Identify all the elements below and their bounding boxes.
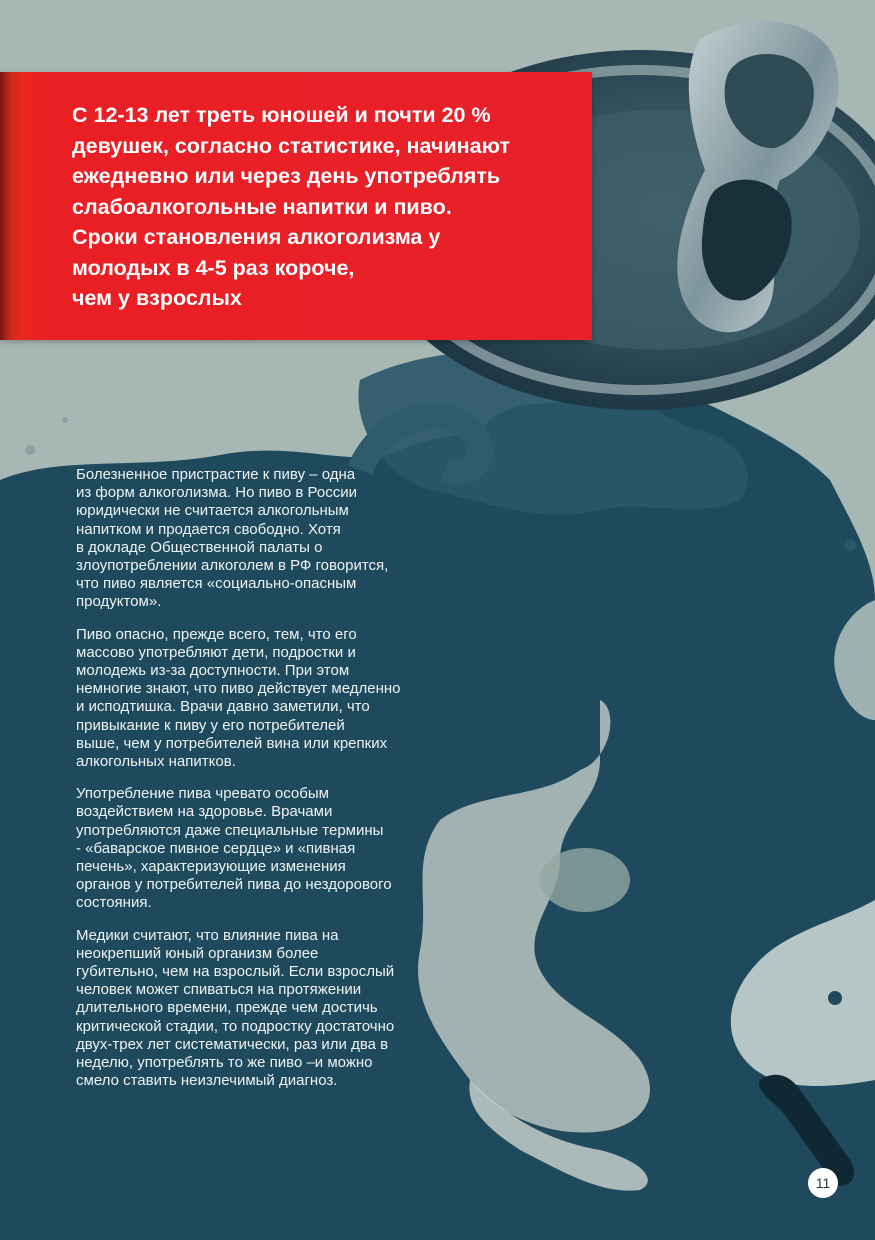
text-line: - «баварское пивное сердце» и «пивная bbox=[76, 839, 356, 857]
text-line: молодежь из-за доступности. При этом bbox=[76, 662, 350, 680]
text-line: злоупотреблении алкоголем в РФ говорится, bbox=[76, 557, 389, 575]
text-line: употребляются даже специальные термины bbox=[76, 821, 384, 839]
text-line: Пиво опасно, прежде всего, тем, что его bbox=[76, 625, 357, 643]
text-line: неделю, употреблять то же пиво –и можно bbox=[76, 1054, 373, 1072]
text-line: Медики считают, что влияние пива на bbox=[76, 926, 339, 944]
text-line: выше, чем у потребителей вина или крепких bbox=[76, 734, 388, 752]
ink-drop bbox=[25, 445, 35, 455]
text-line: юридически не считается алкогольным bbox=[76, 502, 349, 520]
text-line: что пиво является «социально-опасным bbox=[76, 575, 357, 593]
text-line: продуктом». bbox=[76, 593, 162, 611]
text-line: из форм алкоголизма. Но пиво в России bbox=[76, 484, 357, 502]
article-body bbox=[76, 466, 486, 1105]
text-line: органов у потребителей пива до нездорового bbox=[76, 876, 392, 894]
paragraph-4 bbox=[76, 927, 486, 1091]
ink-drop bbox=[828, 991, 842, 1005]
callout-line: слабоалкогольные напитки и пиво. bbox=[72, 194, 452, 219]
callout-text bbox=[72, 100, 582, 314]
paragraph-3 bbox=[76, 785, 486, 912]
text-line: в докладе Общественной палаты о bbox=[76, 538, 323, 556]
callout-line: Сроки становления алкоголизма у bbox=[72, 225, 441, 249]
callout-line: С 12-13 лет треть юношей и почти 20 % bbox=[72, 103, 491, 127]
text-line: смело ставить неизлечимый диагноз. bbox=[76, 1072, 338, 1090]
callout-line: молодых в 4-5 раз короче, bbox=[72, 255, 355, 280]
callout-line: ежедневно или через день употреблять bbox=[72, 164, 501, 188]
text-line: и исподтишка. Врачи давно заметили, что bbox=[76, 698, 370, 716]
text-line: массово употребляют дети, подростки и bbox=[76, 643, 356, 661]
text-line: Употребление пива чревато особым bbox=[76, 785, 329, 803]
page-number: 11 bbox=[808, 1168, 838, 1198]
text-line: напитком и продается свободно. Хотя bbox=[76, 520, 341, 538]
text-line: состояния. bbox=[76, 894, 152, 912]
text-line: Болезненное пристрастие к пиву – одна bbox=[76, 466, 356, 483]
text-line: длительного времени, прежде чем достичь bbox=[76, 999, 378, 1017]
text-line: двух-трех лет систематически, раз или два в bbox=[76, 1035, 389, 1053]
text-line: губительно, чем на взрослый. Если взрослый bbox=[76, 963, 395, 981]
text-line: человек может спиваться на протяжении bbox=[76, 981, 362, 999]
paragraph-1 bbox=[76, 466, 486, 612]
ink-drop bbox=[62, 417, 68, 423]
figure-head bbox=[540, 848, 630, 912]
paragraph-2 bbox=[76, 626, 486, 772]
callout-line: девушек, согласно статистике, начинают bbox=[72, 133, 510, 158]
text-line: неокрепший юный организм более bbox=[76, 944, 319, 962]
text-line: немногие знают, что пиво действует медленно bbox=[76, 680, 401, 698]
ink-drop bbox=[844, 539, 856, 551]
text-line: печень», характеризующие изменения bbox=[76, 858, 346, 876]
callout-line: чем у взрослых bbox=[72, 286, 242, 310]
text-line: привыкание к пиву у его потребителей bbox=[76, 716, 345, 734]
text-line: критической стадии, то подростку достаточно bbox=[76, 1017, 395, 1035]
text-line: алкогольных напитков. bbox=[76, 753, 236, 771]
text-line: воздействием на здоровье. Врачами bbox=[76, 803, 333, 821]
